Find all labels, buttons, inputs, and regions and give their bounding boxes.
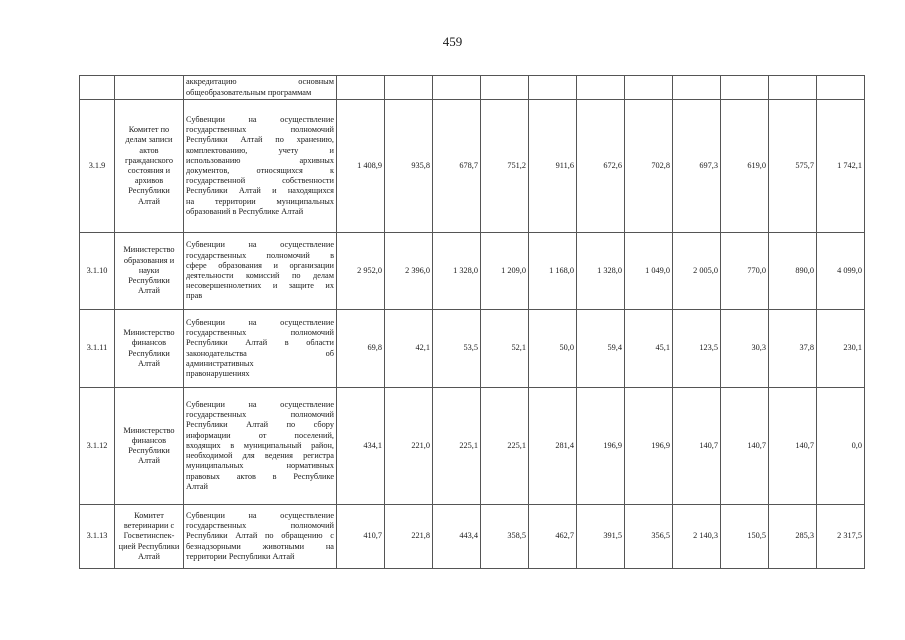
value-cell [673,76,721,100]
value-cell: 221,0 [385,388,433,505]
value-cell [769,76,817,100]
code-cell [80,76,115,100]
org-line: Алтай [138,456,160,466]
description-line: на территории муниципальных [186,196,334,206]
description-line: Республики Алтай по сбору [186,420,334,430]
budget-table [79,75,865,569]
value-cell: 2 140,3 [673,505,721,569]
org-line: Алтай [138,286,160,296]
value-cell [433,76,481,100]
value-cell: 42,1 [385,310,433,388]
value-cell: 59,4 [577,310,625,388]
description-line: общеобразовательным программам [186,87,312,97]
value-cell [577,76,625,100]
description-line: правовых актов в Республике [186,471,334,481]
value-cell: 150,5 [721,505,769,569]
org-line: науки [138,265,160,275]
description-line: Республики Алтай по обращению с [186,531,334,541]
org-line: финансов [131,435,167,445]
description-line: Субвенции на осуществление [186,317,334,327]
value-cell: 30,3 [721,310,769,388]
description-line: Субвенции на осуществление [186,400,334,410]
value-cell: 672,6 [577,100,625,233]
value-cell: 911,6 [529,100,577,233]
value-cell: 196,9 [625,388,673,505]
org-cell [115,100,184,233]
value-cell: 225,1 [481,388,529,505]
org-line: Алтай [138,196,160,206]
value-cell: 4 099,0 [817,233,865,310]
description-line: деятельности комиссий по делам [186,271,334,280]
org-cell [115,310,184,388]
value-cell: 230,1 [817,310,865,388]
value-cell: 140,7 [769,388,817,505]
value-cell [385,76,433,100]
value-cell [721,76,769,100]
description-line: Республики Алтай по хранению, [186,135,334,145]
org-line: Комитет по [128,125,170,135]
description-cell [184,505,337,569]
table-row [80,310,865,388]
description-line: несовершеннолетних и защите их [186,281,334,291]
description-line: информации от поселений, [186,430,334,440]
value-cell: 37,8 [769,310,817,388]
value-cell: 935,8 [385,100,433,233]
description-line: сфере образования и организации [186,260,334,270]
code-cell: 3.1.13 [80,505,115,569]
value-cell: 140,7 [721,388,769,505]
table-row [80,388,865,505]
value-cell [817,76,865,100]
org-line: ветеринарии с [123,521,175,531]
table-body [80,76,865,569]
org-line: цией Республики [118,541,180,551]
value-cell: 443,4 [433,505,481,569]
value-cell: 462,7 [529,505,577,569]
value-cell [625,76,673,100]
table-row [80,233,865,310]
description-line: правонарушениях [186,368,250,378]
description-line: государственных полномочий [186,328,334,338]
value-cell: 123,5 [673,310,721,388]
table-row [80,100,865,233]
value-cell: 52,1 [481,310,529,388]
description-line: Республики Алтай в области [186,338,334,348]
org-line: Республики [128,186,170,196]
org-line: Республики [128,276,170,286]
code-cell: 3.1.12 [80,388,115,505]
value-cell: 770,0 [721,233,769,310]
value-cell [529,76,577,100]
org-cell [115,505,184,569]
value-cell: 678,7 [433,100,481,233]
org-line: Алтай [138,358,160,368]
org-cell [115,233,184,310]
description-line: аккредитацию основным [186,77,334,87]
description-line: необходимой для ведения регистра [186,451,334,461]
value-cell: 890,0 [769,233,817,310]
description-line: Субвенции на осуществление [186,510,334,520]
description-cell [184,100,337,233]
value-cell: 1 049,0 [625,233,673,310]
table-row [80,505,865,569]
value-cell: 434,1 [337,388,385,505]
org-line: Министерство [123,328,175,338]
value-cell: 391,5 [577,505,625,569]
description-line: административных [186,358,254,368]
org-line: образования и [123,255,175,265]
value-cell [337,76,385,100]
value-cell [481,76,529,100]
value-cell: 2 952,0 [337,233,385,310]
description-cell [184,388,337,505]
org-line: делам записи [125,135,173,145]
value-cell: 358,5 [481,505,529,569]
org-cell [115,388,184,505]
description-line: Субвенции на осуществление [186,114,334,124]
value-cell: 1 168,0 [529,233,577,310]
description-cell [184,76,337,100]
description-line: прав [186,291,203,301]
value-cell: 697,3 [673,100,721,233]
code-cell: 3.1.9 [80,100,115,233]
value-cell: 225,1 [433,388,481,505]
value-cell: 221,8 [385,505,433,569]
org-line: архивов [134,176,164,186]
description-line: государственных полномочий в [186,250,334,260]
description-line: комплектованию, учету и [186,145,334,155]
value-cell: 356,5 [625,505,673,569]
description-line: документов, относящихся к [186,166,334,175]
value-cell: 1 742,1 [817,100,865,233]
value-cell: 702,8 [625,100,673,233]
value-cell: 69,8 [337,310,385,388]
org-line: гражданского [124,155,174,165]
value-cell: 2 396,0 [385,233,433,310]
description-cell [184,233,337,310]
value-cell: 2 317,5 [817,505,865,569]
description-line: государственных полномочий [186,410,334,420]
description-line: безнадзорными животными на [186,541,334,551]
org-line: Республики [128,446,170,455]
description-line: государственных полномочий [186,521,334,531]
description-line: государственных полномочий [186,125,334,135]
value-cell: 281,4 [529,388,577,505]
org-line: Комитет [134,510,164,520]
value-cell: 1 328,0 [577,233,625,310]
description-line: использованию архивных [186,155,334,165]
org-line: состояния и [127,166,171,175]
value-cell: 1 328,0 [433,233,481,310]
description-line: Субвенции на осуществление [186,240,334,250]
description-line: территории Республики Алтай [186,551,295,561]
value-cell: 50,0 [529,310,577,388]
code-cell: 3.1.11 [80,310,115,388]
value-cell: 575,7 [769,100,817,233]
org-line: актов [139,145,159,155]
value-cell: 751,2 [481,100,529,233]
description-cell [184,310,337,388]
value-cell: 619,0 [721,100,769,233]
code-cell: 3.1.10 [80,233,115,310]
description-line: Республики Алтай и находящихся [186,186,334,196]
page-number: 459 [442,34,463,49]
org-line: Республики [128,348,170,358]
org-line: Госветинспек- [123,531,175,541]
value-cell: 0,0 [817,388,865,505]
value-cell: 1 408,9 [337,100,385,233]
value-cell: 410,7 [337,505,385,569]
value-cell: 1 209,0 [481,233,529,310]
description-line: государственной собственности [186,176,334,186]
org-line: финансов [131,338,167,348]
value-cell: 2 005,0 [673,233,721,310]
description-line: законодательства об [186,348,334,358]
description-line: Алтай [186,481,208,491]
value-cell: 285,3 [769,505,817,569]
org-line: Министерство [123,425,175,435]
value-cell: 196,9 [577,388,625,505]
value-cell: 53,5 [433,310,481,388]
description-line: входящих в муниципальный район, [186,440,334,450]
value-cell: 140,7 [673,388,721,505]
org-line: Министерство [123,245,175,255]
description-line: муниципальных нормативных [186,461,334,471]
table-row-continuation [80,76,865,100]
org-line: Алтай [138,551,160,561]
org-cell [115,76,184,100]
value-cell: 45,1 [625,310,673,388]
description-line: образований в Республике Алтай [186,206,304,216]
